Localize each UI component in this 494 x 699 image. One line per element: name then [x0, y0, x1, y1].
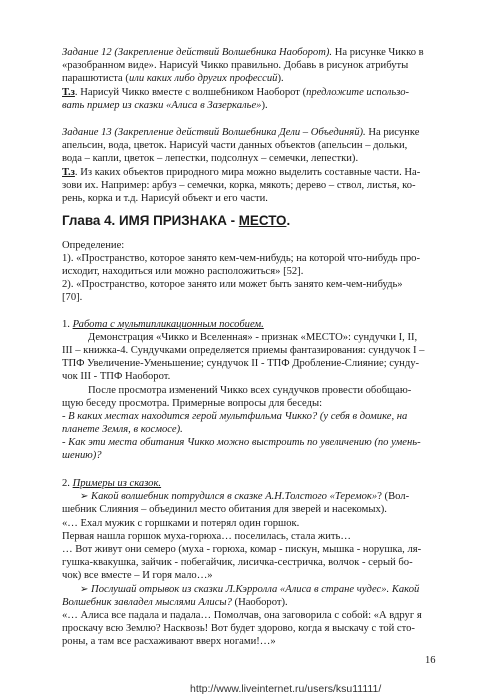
section-1-line-5: После просмотра изменений Чикко всех сундучков провести обобщаю- — [88, 385, 412, 396]
task-13-line-6: рень, корка и т.д. Нарисуй объект и его части. — [62, 193, 268, 204]
section-1-title: 1. Работа с мультипликационным пособием. — [62, 319, 264, 330]
definition-1-line-1: 1). «Пространство, которое занято кем-чем-нибудь; на которой что-нибудь про- — [62, 253, 420, 264]
quote-2-line-3: роны, а там все расхаживают вверх ногами!…» — [62, 636, 276, 647]
quote-2-line-2: проскачу всю Землю? Насквозь! Вот будет здорово, когда я выскачу с той сто- — [62, 623, 415, 634]
quote-1-line-4: гушка-квакушка, зайчик - побегайчик, лисичка-сестричка, волчок - серый бо- — [62, 557, 413, 568]
task-12-line-1: Задание 12 (Закрепление действий Волшебника Наоборот). На рисунке Чикко в — [62, 47, 424, 58]
question-2-line-2: шению)? — [62, 450, 102, 461]
definition-label: Определение: — [62, 240, 125, 251]
section-1-line-4: чок III - ТПФ Наоборот. — [62, 371, 171, 382]
chapter-heading: Глава 4. ИМЯ ПРИЗНАКА - МЕСТО. — [62, 213, 291, 228]
task-12-line-5: вать пример из сказки «Алиса в Зазеркалье»). — [62, 100, 268, 111]
quote-1-line-5: чок) все вместе – И горя мало…» — [62, 570, 213, 581]
quote-1-line-1: «… Ехал мужик с горшками и потерял один горшок. — [62, 518, 300, 529]
task-12-line-3: парашютиста (или каких либо других профессий). — [62, 73, 284, 84]
source-url-watermark: http://www.liveinternet.ru/users/ksu11111/ — [190, 683, 382, 695]
section-1-line-6: щую беседу просмотра. Примерные вопросы для беседы: — [62, 398, 323, 409]
definition-2-line-1: 2). «Пространство, которое занято или может быть занято кем-чем-нибудь» — [62, 279, 403, 290]
quote-1-line-3: … Вот живут они семеро (муха - горюха, комар - пискун, мышка - норушка, ля- — [62, 544, 422, 555]
section-1-line-1: Демонстрация «Чикко и Вселенная» - признак «МЕСТО»: сундучки I, II, — [88, 332, 418, 343]
bullet-arrow-icon: ➢ — [80, 491, 89, 502]
section-1-line-3: ТПФ Увеличение-Уменьшение; сундучок II - ТПФ Дробление-Слияние; сунду- — [62, 358, 420, 369]
section-1-line-2: III – книжка-4. Сундучками определяется приемы фантазирования: сундучок I – — [62, 345, 425, 356]
task-13-line-5: зови их. Например: арбуз – семечки, корка, мякоть; дерево – ствол, листья, ко- — [62, 180, 416, 191]
example-1-line-2: шебник Слияния – объединил место обитания для зверей и насекомых). — [62, 504, 387, 515]
page-number: 16 — [425, 655, 436, 666]
task-13-line-4: Т.з. Из каких объектов природного мира можно выделить составные части. На- — [62, 167, 421, 178]
question-1-line-2: планете Земля, в космосе). — [62, 424, 183, 435]
quote-2-line-1: «… Алиса все падала и падала… Помолчав, она заговорила с собой: «А вдруг я — [62, 610, 422, 621]
example-1-line-1: ➢ Какой волшебник потрудился в сказке А.Н.Толстого «Теремок»? (Вол- — [80, 491, 410, 502]
task-12-line-4: Т.з. Нарисуй Чикко вместе с волшебником Наоборот (предложите использо- — [62, 87, 410, 98]
task-13-line-2: апельсин, вода, цветок. Нарисуй части данных объектов (апельсин – дольки, — [62, 140, 408, 151]
example-2-line-2: Волшебник завладел мыслями Алисы? (Наоборот). — [62, 597, 288, 608]
definition-2-line-2: [70]. — [62, 292, 83, 303]
section-2-title: 2. Примеры из сказок. — [62, 478, 162, 489]
question-2-line-1: - Как эти места обитания Чикко можно выстроить по увеличению (по умень- — [62, 437, 421, 448]
definition-1-line-2: исходит, находиться или можно расположиться» [52]. — [62, 266, 304, 277]
example-2-line-1: ➢ Послушай отрывок из сказки Л.Кэрролла «Алиса в стране чудес». Какой — [80, 584, 420, 595]
question-1-line-1: - В каких местах находится герой мультфильма Чикко? (у себя в домике, на — [62, 411, 408, 422]
bullet-arrow-icon: ➢ — [80, 584, 89, 595]
task-13-line-1: Задание 13 (Закрепление действий Волшебника Дели – Объединяй). На рисунке — [62, 127, 420, 138]
task-12-line-2: «разобранном виде». Нарисуй Чикко правильно. Добавь в рисунок атрибуты — [62, 60, 409, 71]
task-13-line-3: вода – капли, цветок – лепестки, подсолнух – семечки, лепестки). — [62, 153, 359, 164]
quote-1-line-2: Первая нашла горшок муха-горюха… поселилась, стала жить… — [62, 531, 351, 542]
